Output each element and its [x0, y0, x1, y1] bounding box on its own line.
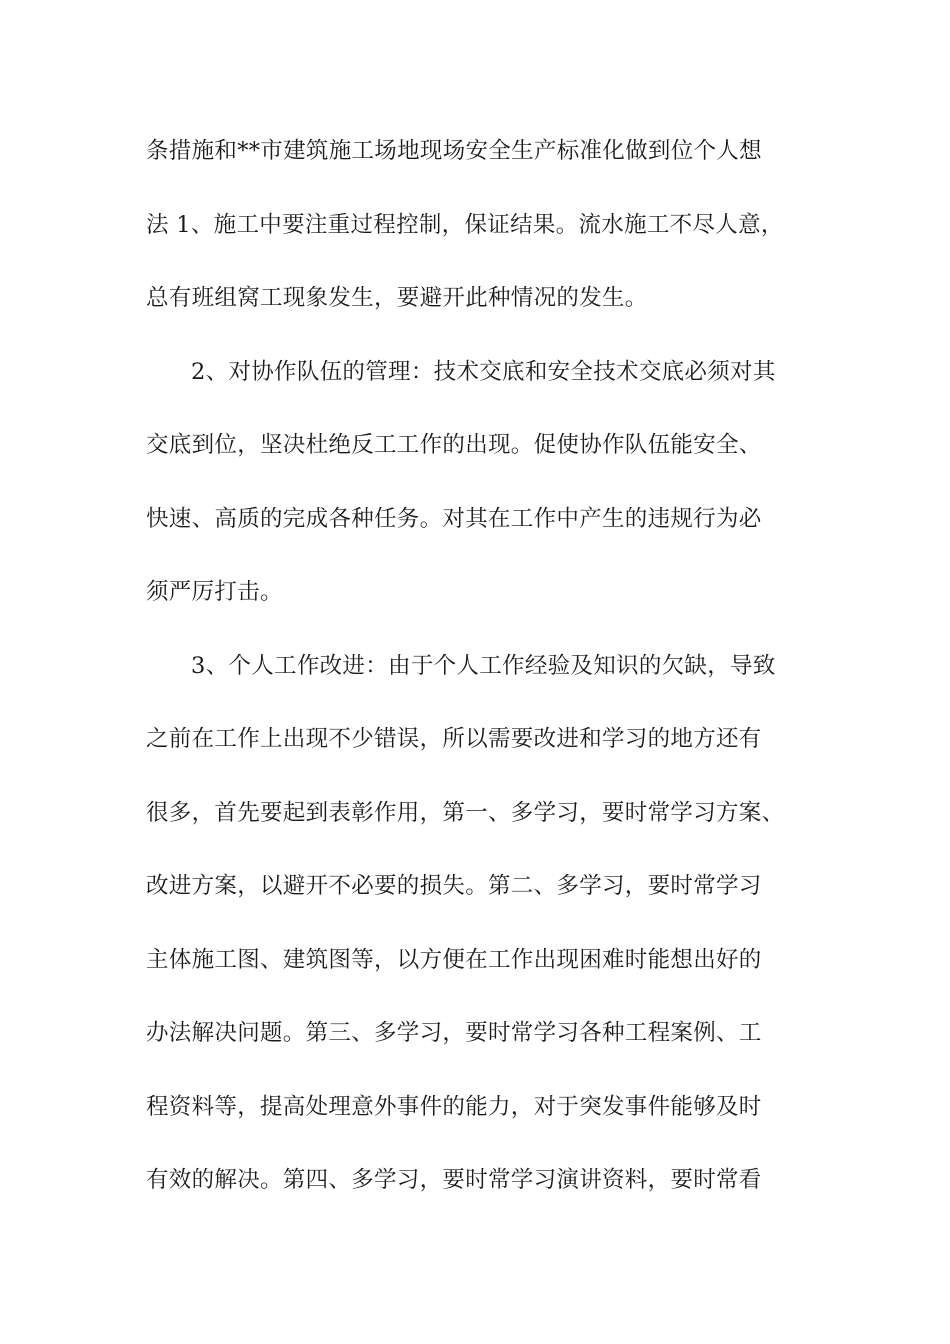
text-line: 程资料等，提高处理意外事件的能力，对于突发事件能够及时 [146, 1093, 762, 1120]
text-line: 办法解决问题。第三、多学习，要时常学习各种工程案例、工 [146, 1020, 762, 1046]
text-line: 快速、高质的完成各种任务。对其在工作中产生的违规行为必 [146, 505, 762, 532]
text-line: 之前在工作上出现不少错误，所以需要改进和学习的地方还有 [146, 726, 762, 752]
text-line: 主体施工图、建筑图等，以方便在工作出现困难时能想出好的 [146, 946, 762, 973]
document-body [146, 128, 806, 1231]
text-line: 须严厉打击。 [146, 579, 283, 605]
text-line: 法 1、施工中要注重过程控制，保证结果。流水施工不尽人意， [146, 211, 784, 238]
text-line: 条措施和**市建筑施工场地现场安全生产标准化做到位个人想 [146, 138, 762, 164]
paragraph-start-line: 2、对协作队伍的管理：技术交底和安全技术交底必须对其 [191, 358, 776, 385]
text-line: 总有班组窝工现象发生，要避开此种情况的发生。 [146, 285, 648, 311]
text-line: 改进方案，以避开不必要的损失。第二、多学习，要时常学习 [146, 873, 762, 899]
text-line: 有效的解决。第四、多学习，要时常学习演讲资料，要时常看 [146, 1167, 762, 1193]
text-line: 交底到位，坚决杜绝反工工作的出现。促使协作队伍能安全、 [146, 432, 762, 458]
text-line: 很多，首先要起到表彰作用，第一、多学习，要时常学习方案、 [146, 799, 785, 826]
paragraph-start-line: 3、个人工作改进：由于个人工作经验及知识的欠缺，导致 [191, 652, 776, 679]
